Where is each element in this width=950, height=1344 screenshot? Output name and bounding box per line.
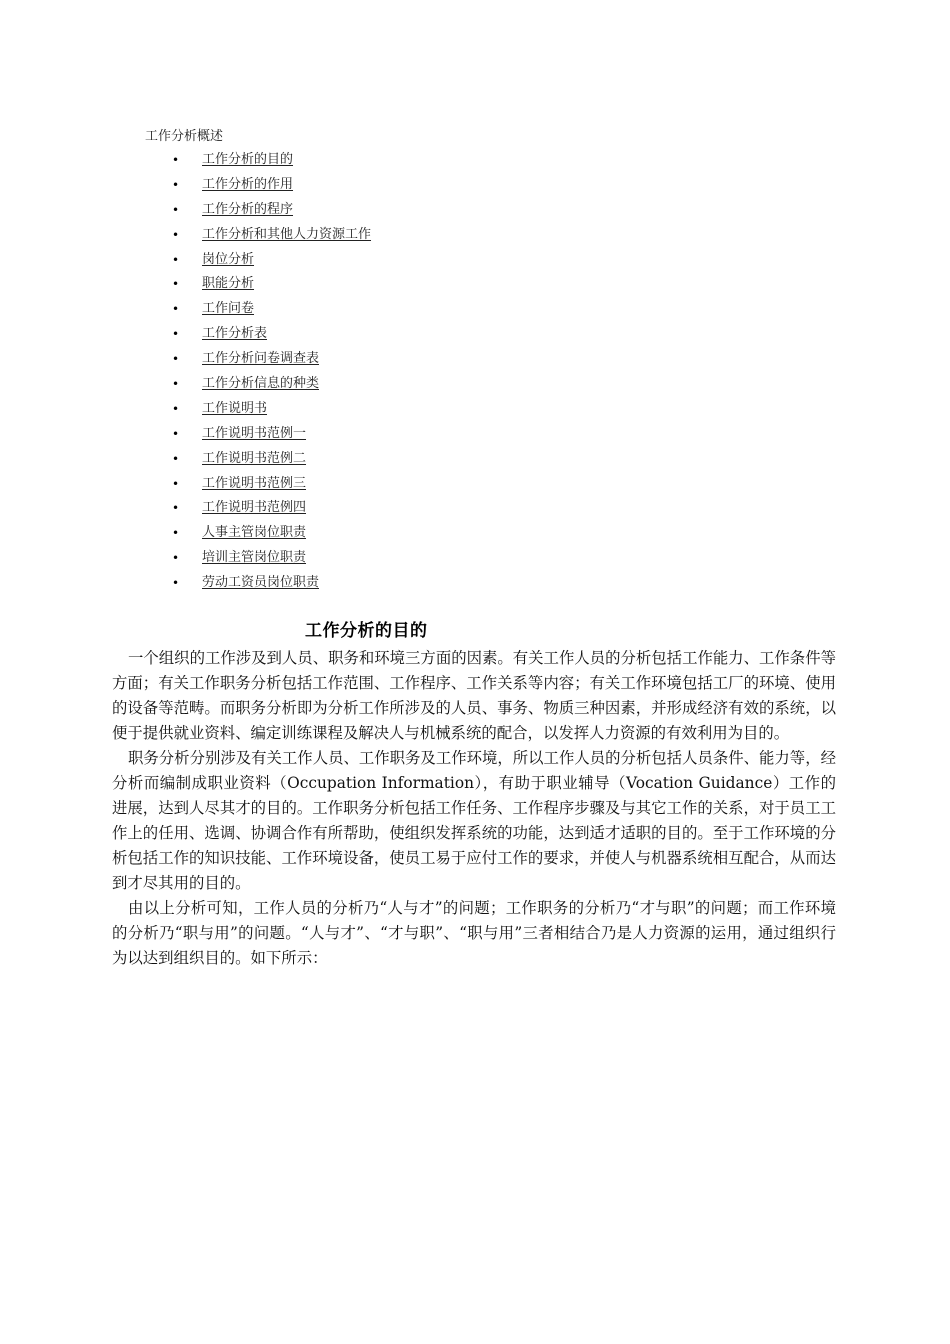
- bullet-icon: •: [172, 576, 180, 591]
- bullet-icon: •: [172, 451, 180, 466]
- paragraph: 由以上分析可知，工作人员的分析乃“人与才”的问题；工作职务的分析乃“才与职”的问题；而工作环境的分析乃“职与用”的问题。“人与才”、“才与职”、“职与用”三者相结合乃是人力资源的运用，通过组织行为以达到组织目的。如下所示：: [112, 899, 836, 967]
- bullet-icon: •: [172, 277, 180, 292]
- bullet-icon: •: [172, 526, 180, 541]
- toc-link[interactable]: 工作说明书范例一: [202, 425, 307, 441]
- bullet-icon: •: [172, 252, 180, 267]
- toc-link[interactable]: 工作分析信息的种类: [202, 376, 320, 392]
- toc-link[interactable]: 工作分析和其他人力资源工作: [202, 226, 372, 242]
- bullet-icon: •: [172, 551, 180, 566]
- bullet-icon: •: [172, 377, 180, 392]
- toc-link[interactable]: 劳动工资员岗位职责: [202, 575, 320, 591]
- bullet-icon: •: [172, 177, 180, 192]
- paragraph: 职务分析分别涉及有关工作人员、工作职务及工作环境，所以工作人员的分析包括人员条件、能力等，经分析而编制成职业资料（Occupation Information），有助于职业辅导（Vocation Guidance）工作的进展，达到人尽其才的目的。工作职务分析包括工作任务、工作程序步骤及与其它工作的关系，对于员工工作上的任用、选调、协调合作有所帮助，使组织发挥系统的功能，达到适才适职的目的。至于工作环境的分析包括工作的知识技能、工作环境设备，使员工易于应付工作的要求，并使人与机器系统相互配合，从而达到才尽其用的目的。: [112, 749, 836, 892]
- paragraph: 一个组织的工作涉及到人员、职务和环境三方面的因素。有关工作人员的分析包括工作能力、工作条件等方面；有关工作职务分析包括工作范围、工作程序、工作关系等内容；有关工作环境包括工厂的环境、使用的设备等范畴。而职务分析即为分析工作所涉及的人员、事务、物质三种因素，并形成经济有效的系统，以便于提供就业资料、编定训练课程及解决人与机械系统的配合，以发挥人力资源的有效利用为目的。: [112, 649, 836, 742]
- bullet-icon: •: [172, 302, 180, 317]
- toc-link[interactable]: 工作分析问卷调查表: [202, 351, 320, 367]
- bullet-icon: •: [172, 426, 180, 441]
- toc-link[interactable]: 人事主管岗位职责: [202, 525, 307, 541]
- bullet-icon: •: [172, 401, 180, 416]
- bullet-icon: •: [172, 202, 180, 217]
- toc-link[interactable]: 岗位分析: [202, 251, 255, 267]
- toc-title: 工作分析概述: [145, 129, 224, 144]
- bullet-icon: •: [172, 227, 180, 242]
- toc-link[interactable]: 工作说明书范例二: [202, 450, 307, 466]
- toc-link[interactable]: 工作说明书: [202, 400, 268, 416]
- toc-link[interactable]: 工作分析的目的: [202, 152, 294, 167]
- toc-link[interactable]: 工作分析的程序: [202, 201, 294, 217]
- section-title: 工作分析的目的: [305, 621, 428, 641]
- bullet-icon: •: [172, 153, 180, 167]
- bullet-icon: •: [172, 327, 180, 342]
- toc-link[interactable]: 工作分析的作用: [202, 176, 294, 192]
- bullet-icon: •: [172, 352, 180, 367]
- toc-link[interactable]: 职能分析: [202, 276, 255, 292]
- toc-link[interactable]: 培训主管岗位职责: [202, 550, 307, 566]
- toc-link[interactable]: 工作说明书范例三: [202, 475, 307, 491]
- toc-link[interactable]: 工作问卷: [202, 301, 255, 317]
- section-body: [112, 646, 836, 971]
- bullet-icon: •: [172, 476, 180, 491]
- toc-link[interactable]: 工作分析表: [202, 326, 268, 342]
- toc-link[interactable]: 工作说明书范例四: [202, 500, 307, 516]
- bullet-icon: •: [172, 501, 180, 516]
